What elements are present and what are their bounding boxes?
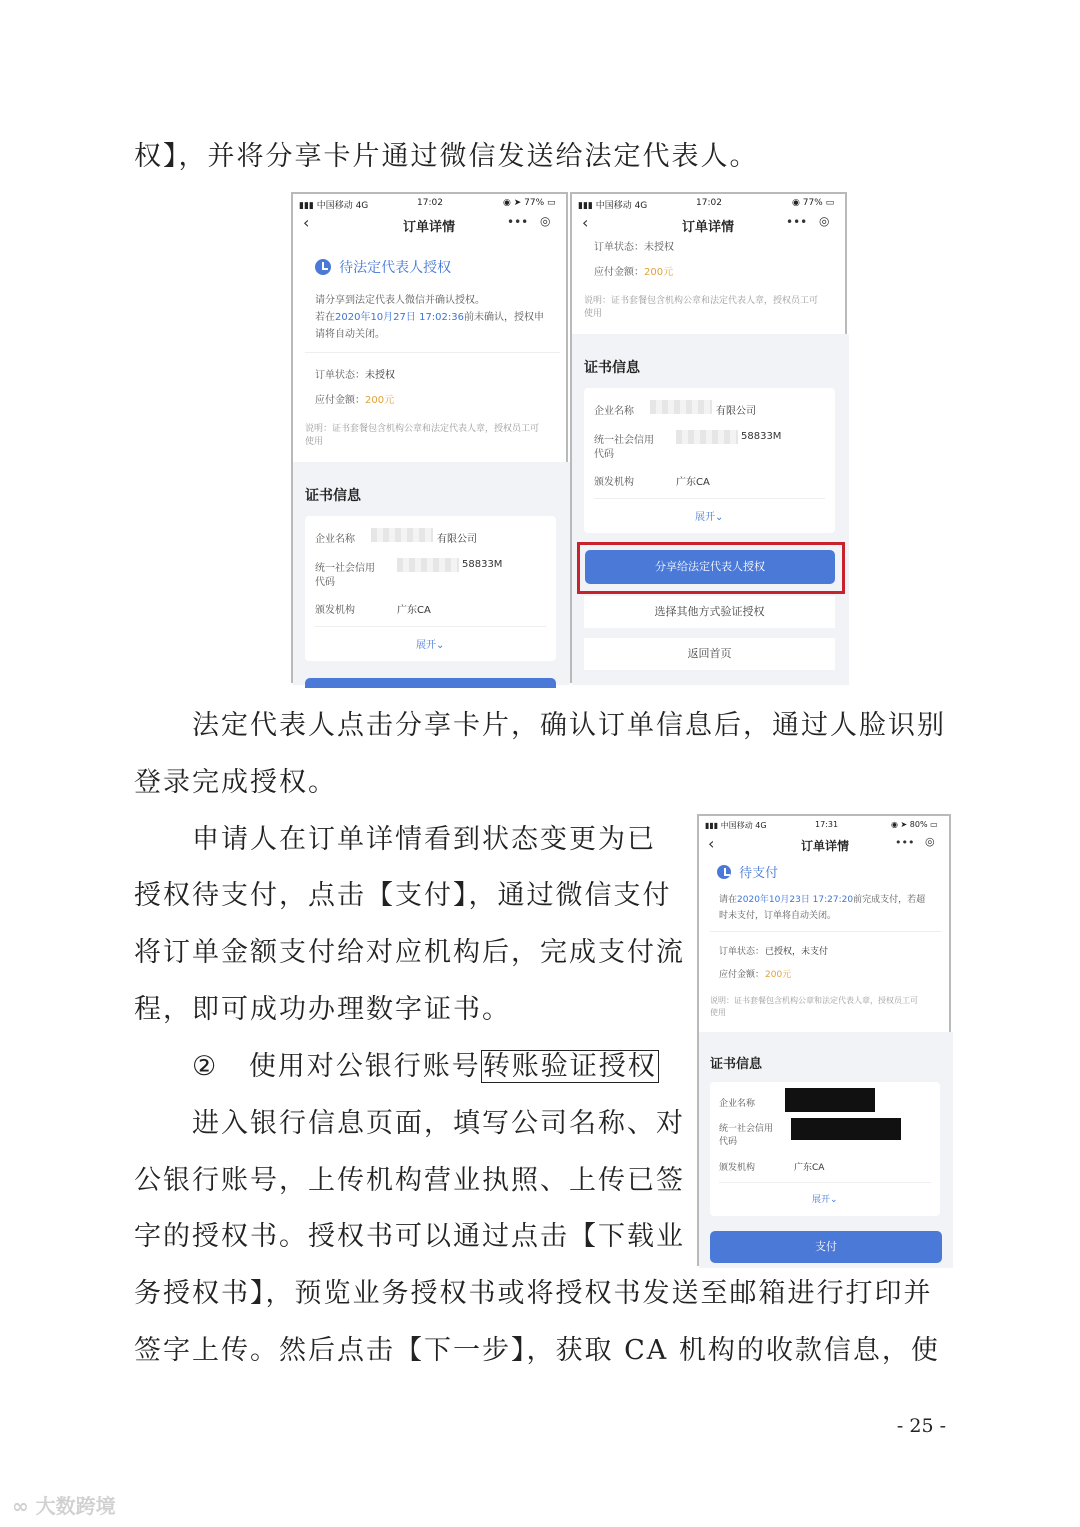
amount-label: 应付金额： bbox=[719, 970, 765, 980]
nav-title: 订单详情 bbox=[403, 220, 456, 235]
para-line-4: 申请人在订单详情看到状态变更为已 bbox=[192, 824, 656, 855]
amount-label: 应付金额： bbox=[315, 395, 365, 406]
target-icon[interactable]: ◎ bbox=[819, 214, 830, 228]
status-time: 17:31 bbox=[815, 820, 839, 829]
more-icon[interactable]: ••• bbox=[786, 215, 808, 229]
status-time: 17:02 bbox=[696, 198, 722, 208]
credit-value: 58833M bbox=[462, 559, 503, 570]
para-line-7: 程，即可成功办理数字证书。 bbox=[134, 994, 511, 1025]
status-time: 17:02 bbox=[417, 198, 443, 208]
credit-label-1: 统一社会信用 bbox=[719, 1124, 774, 1134]
note-line-2: 使用 bbox=[584, 309, 603, 319]
phone-screenshot-3 bbox=[697, 814, 951, 1266]
issuer-value: 广东CA bbox=[794, 1163, 825, 1173]
pay-button[interactable]: 支付 bbox=[710, 1231, 942, 1263]
target-icon[interactable]: ◎ bbox=[540, 214, 551, 228]
company-label: 企业名称 bbox=[719, 1099, 756, 1109]
page-number: - 25 - bbox=[896, 1415, 946, 1437]
blurred-credit bbox=[397, 558, 459, 572]
order-status-label: 订单状态： bbox=[719, 947, 765, 957]
status-msg-3: 请将自动关闭。 bbox=[315, 329, 385, 340]
para-line-2: 法定代表人点击分享卡片，确认订单信息后，通过人脸识别 bbox=[192, 710, 946, 741]
para-line-12: 务授权书】，预览业务授权书或将授权书发送至邮箱进行打印并 bbox=[134, 1278, 933, 1309]
note-line-2: 使用 bbox=[710, 1008, 726, 1017]
para-line-6: 将订单金额支付给对应机构后，完成支付流 bbox=[134, 937, 685, 968]
status-msg-1: 请分享到法定代表人微信并确认授权。 bbox=[315, 295, 485, 306]
redacted-credit bbox=[791, 1118, 901, 1140]
target-icon[interactable]: ◎ bbox=[925, 835, 935, 848]
back-chevron-icon[interactable]: ‹ bbox=[303, 213, 310, 232]
amount-label: 应付金额： bbox=[594, 267, 644, 278]
credit-label-1: 统一社会信用 bbox=[315, 563, 375, 574]
share-to-legal-rep-button[interactable]: 分享给法定代表人授权 bbox=[585, 550, 835, 584]
para-line-3: 登录完成授权。 bbox=[134, 767, 337, 798]
clock-icon bbox=[315, 259, 331, 275]
watermark: ∞ 大数跨境 bbox=[12, 1494, 116, 1518]
back-chevron-icon[interactable]: ‹ bbox=[708, 834, 715, 853]
list-number: ② bbox=[192, 1051, 219, 1082]
more-icon[interactable]: ••• bbox=[895, 836, 915, 849]
credit-value: 58833M bbox=[741, 431, 782, 442]
status-battery: ◉ 77% ▭ bbox=[792, 198, 835, 208]
para-line-1: 权】，并将分享卡片通过微信发送给法定代表人。 bbox=[134, 141, 759, 172]
order-status-value: 已授权，未支付 bbox=[765, 947, 829, 957]
nav-title: 订单详情 bbox=[682, 220, 735, 235]
status-msg-2: 若在2020年10月27日 17:02:36前未确认，授权申 bbox=[315, 312, 544, 323]
status-msg-2: 时未支付，订单将自动关闭。 bbox=[719, 911, 837, 921]
expand-link[interactable]: 展开⌄ bbox=[416, 640, 445, 651]
credit-label-2: 代码 bbox=[315, 577, 335, 588]
status-carrier: ▮▮▮ 中国移动 4G bbox=[299, 201, 369, 211]
other-verify-button[interactable]: 选择其他方式验证授权 bbox=[584, 596, 835, 628]
phone-screenshot-1 bbox=[291, 192, 568, 683]
status-header bbox=[717, 861, 778, 881]
para-line-10: 公银行账号，上传机构营业执照、上传已签 bbox=[134, 1165, 685, 1196]
status-carrier: ▮▮▮ 中国移动 4G bbox=[705, 821, 767, 830]
divider bbox=[305, 352, 560, 353]
company-value: 有限公司 bbox=[716, 406, 756, 417]
order-status-label: 订单状态： bbox=[315, 370, 365, 381]
note-line-1: 说明：证书套餐包含机构公章和法定代表人章，授权员工可 bbox=[710, 996, 918, 1005]
order-status-row-cut: 订单状态：未授权 bbox=[594, 242, 674, 253]
blurred-credit bbox=[676, 430, 738, 444]
order-status-value: 未授权 bbox=[365, 370, 395, 381]
blurred-company bbox=[650, 400, 712, 414]
amount-value: 200元 bbox=[365, 395, 395, 406]
note-line-1: 说明：证书套餐包含机构公章和法定代表人章，授权员工可 bbox=[584, 296, 819, 306]
issuer-value: 广东CA bbox=[397, 605, 431, 616]
amount-value: 200元 bbox=[644, 267, 674, 278]
nav-title: 订单详情 bbox=[801, 839, 850, 853]
issuer-value: 广东CA bbox=[676, 477, 710, 488]
divider bbox=[594, 498, 825, 499]
note-line-2: 使用 bbox=[305, 437, 324, 447]
issuer-label: 颁发机构 bbox=[315, 605, 355, 616]
cert-title: 证书信息 bbox=[584, 360, 640, 376]
amount-value: 200元 bbox=[765, 970, 792, 980]
company-value: 有限公司 bbox=[437, 534, 477, 545]
note-line-1: 说明：证书套餐包含机构公章和法定代表人章，授权员工可 bbox=[305, 424, 540, 434]
expand-link[interactable]: 展开⌄ bbox=[812, 1195, 838, 1205]
status-battery: ◉ ➤ 80% ▭ bbox=[891, 820, 938, 829]
status-heading: 待法定代表人授权 bbox=[339, 259, 452, 276]
para-line-8 bbox=[192, 1044, 659, 1083]
status-battery: ◉ ➤ 77% ▭ bbox=[503, 198, 556, 208]
para-line-13: 签字上传。然后点击【下一步】，获取 CA 机构的收款信息，使 bbox=[134, 1335, 940, 1366]
clock-icon bbox=[717, 865, 731, 879]
blurred-company bbox=[371, 528, 433, 542]
para-line-11: 字的授权书。授权书可以通过点击【下载业 bbox=[134, 1221, 685, 1252]
back-chevron-icon[interactable]: ‹ bbox=[582, 213, 589, 232]
heading-text: 使用对公银行账号 bbox=[248, 1051, 481, 1082]
redacted-company bbox=[785, 1088, 875, 1112]
more-icon[interactable]: ••• bbox=[507, 215, 529, 229]
credit-label-2: 代码 bbox=[719, 1137, 738, 1147]
divider bbox=[315, 626, 546, 627]
phone-screenshot-2 bbox=[570, 192, 847, 683]
issuer-label: 颁发机构 bbox=[719, 1163, 756, 1173]
credit-label-1: 统一社会信用 bbox=[594, 435, 654, 446]
credit-label-2: 代码 bbox=[594, 449, 614, 460]
back-home-button[interactable]: 返回首页 bbox=[584, 638, 835, 670]
company-label: 企业名称 bbox=[315, 534, 355, 545]
status-carrier: ▮▮▮ 中国移动 4G bbox=[578, 201, 648, 211]
expand-link[interactable]: 展开⌄ bbox=[695, 512, 724, 523]
primary-button-partial[interactable] bbox=[305, 678, 556, 688]
status-msg-1: 请在2020年10月23日 17:27:20前完成支付，若超 bbox=[719, 895, 926, 905]
divider bbox=[719, 1182, 931, 1183]
para-line-9: 进入银行信息页面，填写公司名称、对 bbox=[192, 1108, 685, 1139]
issuer-label: 颁发机构 bbox=[594, 477, 634, 488]
cert-title: 证书信息 bbox=[305, 488, 361, 504]
boxed-heading: 转账验证授权 bbox=[482, 1051, 657, 1082]
status-heading: 待支付 bbox=[739, 866, 779, 881]
divider bbox=[710, 931, 942, 932]
status-header bbox=[315, 256, 451, 277]
company-label: 企业名称 bbox=[594, 406, 634, 417]
para-line-5: 授权待支付，点击【支付】，通过微信支付 bbox=[134, 880, 672, 911]
cert-title: 证书信息 bbox=[710, 1057, 763, 1072]
